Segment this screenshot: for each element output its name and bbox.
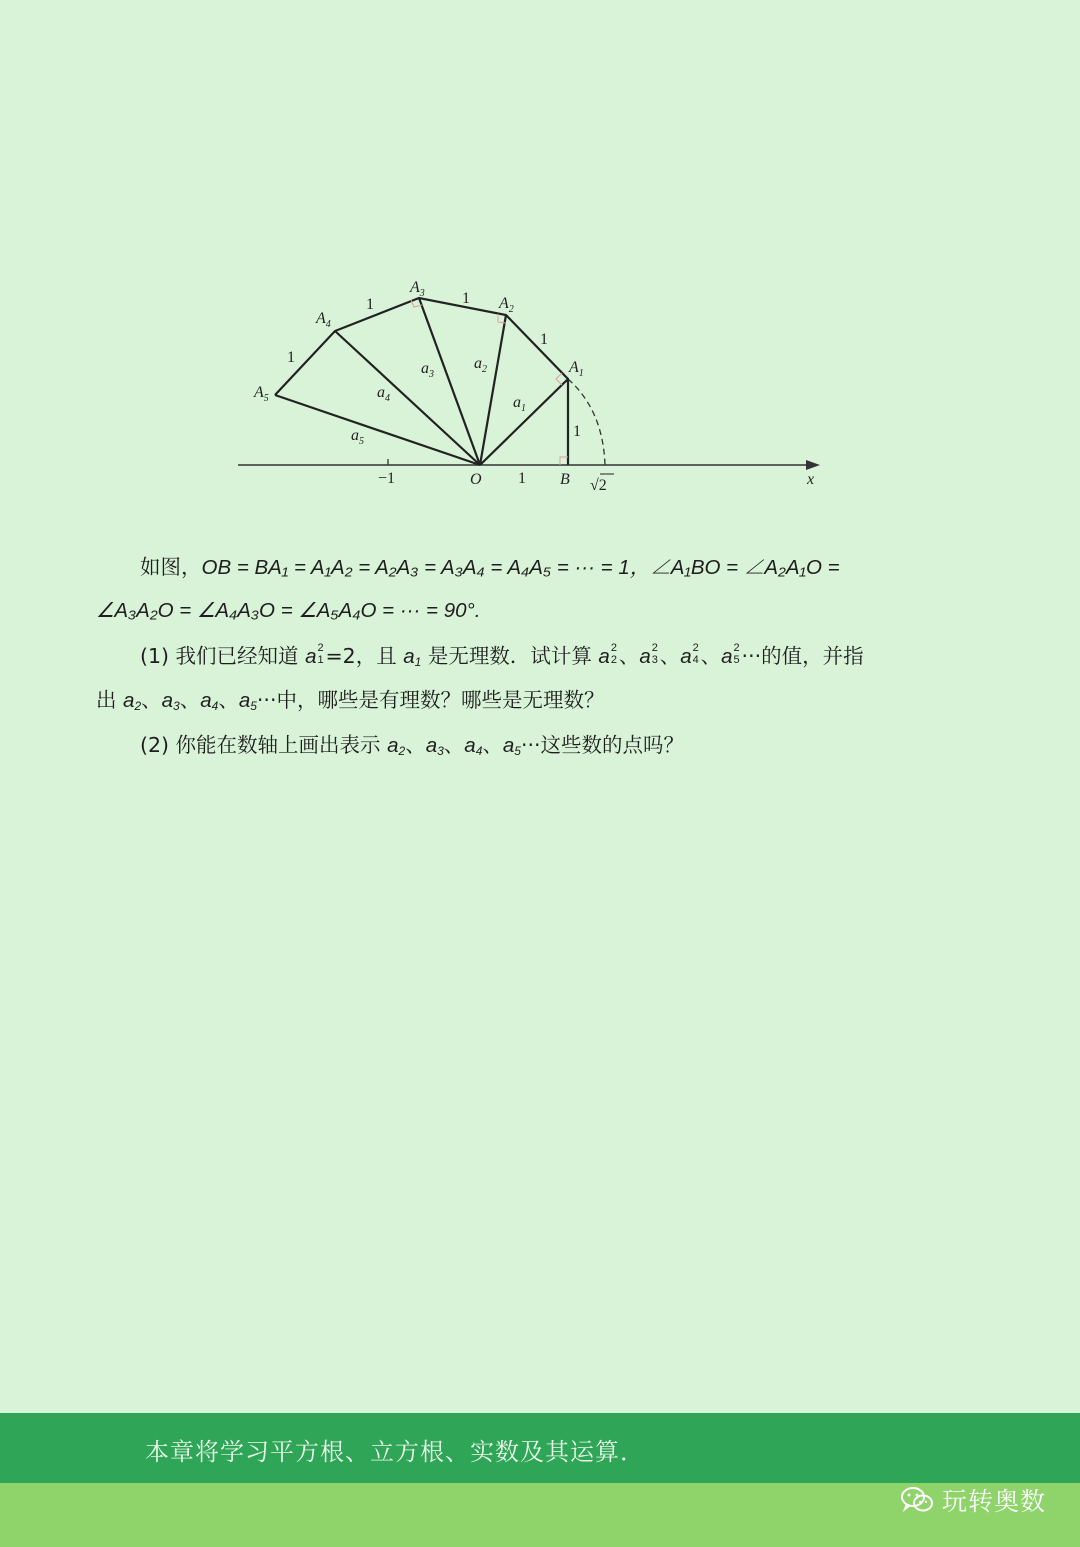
segment-a5 <box>275 395 480 465</box>
right-angle-B <box>560 457 568 465</box>
q2-a5: $a_5$ <box>502 734 521 758</box>
segment-a4 <box>335 331 480 465</box>
tick-label-one: 1 <box>518 470 526 487</box>
intro-line-1 <box>140 552 840 583</box>
wechat-icon <box>900 1486 934 1514</box>
q1-a3-squared: a 2 3 <box>639 642 658 668</box>
label-A4: $A_4$ <box>316 310 331 330</box>
watermark <box>900 1482 1046 1518</box>
q1-list-a3: $a_3$ <box>161 689 180 713</box>
q1-a4-squared: a 2 4 <box>680 642 699 668</box>
q1-values: ··· <box>741 644 762 668</box>
q1-a5-squared: a 2 5 <box>721 642 740 668</box>
label-A2: $A_2$ <box>499 295 514 315</box>
intro-equation: OB = BA₁ = A₁A₂ = A₂A₃ = A₃A₄ = A₄A₅ = ··· = 1，∠A₁BO = ∠A₂A₁O = <box>201 556 840 579</box>
label-a3: $a_3$ <box>421 360 434 380</box>
q1-a2-squared: a 2 2 <box>598 642 617 668</box>
label-a2: $a_2$ <box>474 355 487 375</box>
sqrt2-arc <box>568 379 605 465</box>
q1-list-a2: $a_2$ <box>123 689 142 713</box>
watermark-text: 玩转奥数 <box>942 1487 1047 1516</box>
intro-line-2: ∠A₃A₂O = ∠A₄A₃O = ∠A₅A₄O = ··· = 90°. <box>96 599 481 622</box>
label-O: O <box>470 471 482 488</box>
q1-a1: $a_1$ <box>403 645 422 669</box>
segment-a3 <box>419 298 480 465</box>
label-a4: $a_4$ <box>377 384 390 404</box>
label-A1: $A_1$ <box>569 359 584 379</box>
q1-list-a4: $a_4$ <box>200 689 219 713</box>
q1-list-a5: $a_5$ <box>238 689 257 713</box>
label-A3A4-one: 1 <box>366 296 374 313</box>
label-A1A2-one: 1 <box>540 331 548 348</box>
label-B: B <box>560 471 570 488</box>
q2-a4: $a_4$ <box>464 734 483 758</box>
question-1-line-2: 出 $a_2$、$a_3$、$a_4$、$a_5\cdot\cdot\cdot$中，哪些是有理数？哪些是无理数？ <box>96 688 605 713</box>
tick-label-minus-one: −1 <box>378 470 396 487</box>
label-a5: $a_5$ <box>351 427 364 447</box>
q1-part1: (1) 我们已经知道 <box>140 644 299 668</box>
label-A3: $A_3$ <box>410 279 425 299</box>
label-A5: $A_5$ <box>254 384 269 404</box>
chapter-summary: 本章将学习平方根、立方根、实数及其运算． <box>145 1438 645 1466</box>
right-angle-marks <box>411 300 568 465</box>
label-a1: $a_1$ <box>513 394 526 414</box>
q1-eq2: =2，且 <box>325 644 397 668</box>
q1-irrational: 是无理数．试计算 <box>427 644 592 668</box>
question-1-line-1: (1) 我们已经知道 a 2 1 =2，且 $a_1$ 是无理数．试计算 a 2 2 、a 2 3 、a 2 4 、a 2 5 ···的值，并指 <box>140 642 864 669</box>
label-A2A3-one: 1 <box>462 290 470 307</box>
q2-a2: $a_2$ <box>387 734 406 758</box>
right-angle-A1 <box>556 373 562 385</box>
question-2: (2) 你能在数轴上画出表示 $a_2$、$a_3$、$a_4$、$a_5\cdot\cdot\cdot$这些数的点吗？ <box>140 733 685 758</box>
label-A4A5-one: 1 <box>287 349 295 366</box>
intro-prefix: 如图， <box>140 555 202 579</box>
label-x: x <box>807 471 815 488</box>
x-axis-arrow <box>806 460 820 470</box>
q2-a3: $a_3$ <box>425 734 444 758</box>
spiral-figure <box>0 0 1080 520</box>
q1-a1-squared: a 2 1 <box>305 642 324 668</box>
label-BA1-one: 1 <box>573 423 581 440</box>
tick-label-sqrt2: √2 <box>590 477 607 494</box>
